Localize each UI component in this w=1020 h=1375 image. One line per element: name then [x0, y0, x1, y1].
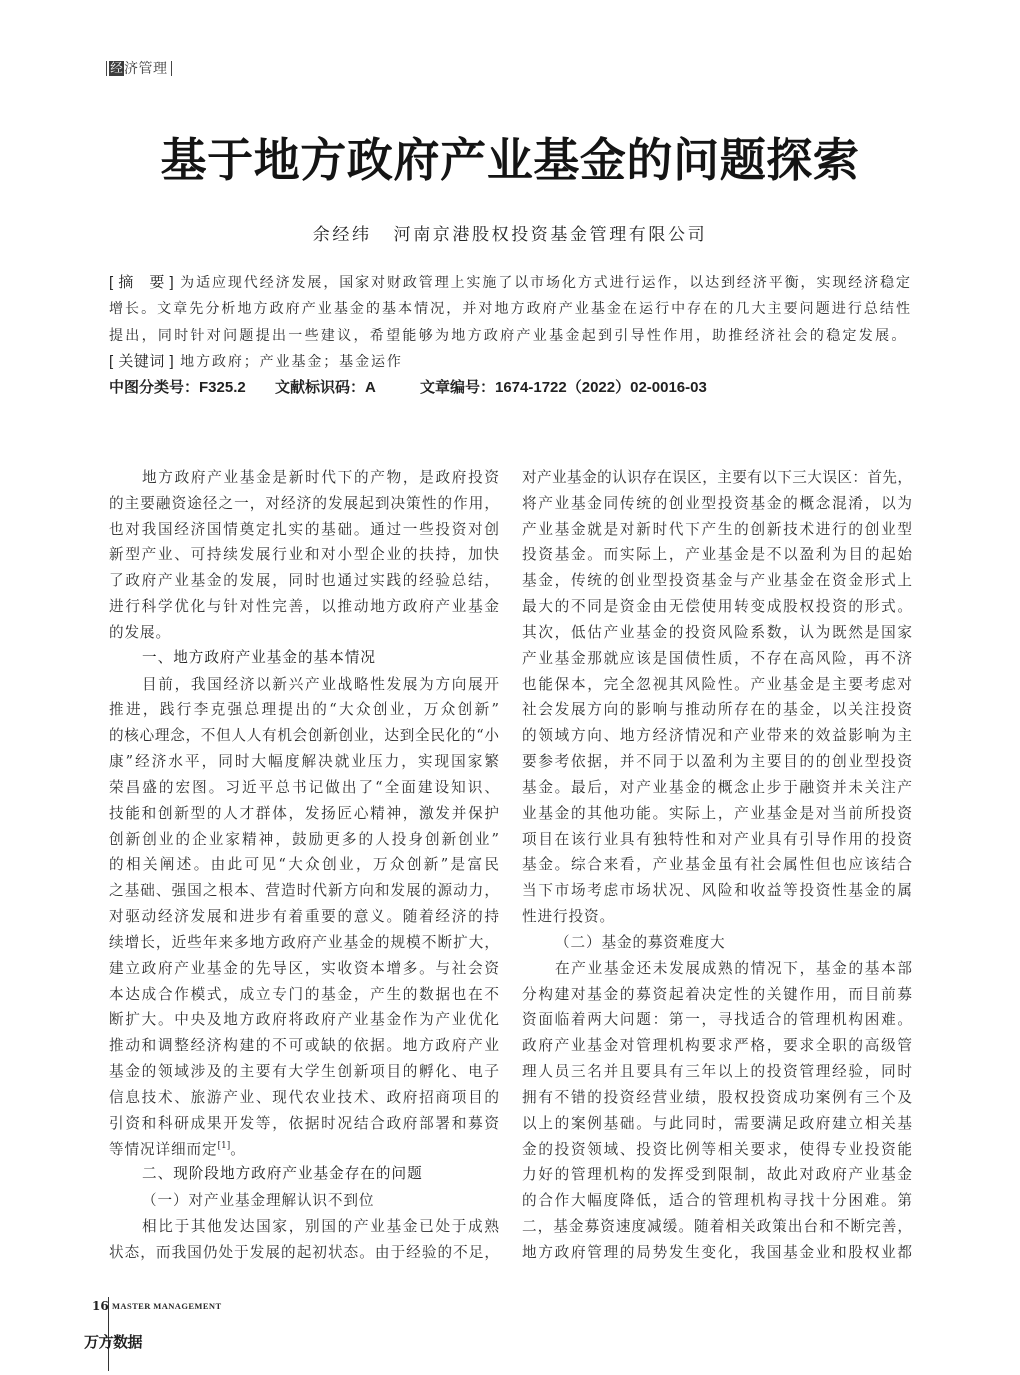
body-line: 对产业基金的认识存在误区，主要有以下三大误区：首先，	[522, 469, 912, 486]
body-line: 康”经济水平，同时大幅度解决就业压力，实现国家繁	[109, 753, 499, 771]
body-line: 当下市场考虑市场状况、风险和收益等投资性基金的属	[522, 882, 912, 900]
body-line: 状态，而我国仍处于发展的起初状态。由于经验的不足，	[109, 1243, 499, 1261]
section-heading: 一、地方政府产业基金的基本情况	[142, 649, 376, 666]
body-line: 荣昌盛的宏图。习近平总书记做出了“全面建设知识、	[109, 778, 499, 796]
body-line: 基金的领域涉及的主要有大学生创新项目的孵化、电子	[109, 1063, 499, 1081]
body-line: 资面临着两大问题：第一，寻找适合的管理机构困难。	[522, 1011, 912, 1029]
body-line: 产业基金那就应该是国债性质，不存在高风险，再不济	[522, 649, 912, 667]
body-line: 对驱动经济发展和进步有着重要的意义。随着经济的持	[109, 908, 499, 926]
subsection-heading: （二）基金的募资难度大	[555, 933, 726, 951]
body-line: 社会发展方向的影响与推动所存在的基金，以关注投资	[522, 701, 912, 719]
body-line: 在产业基金还未发展成熟的情况下，基金的基本部	[555, 959, 912, 977]
body-line: 了政府产业基金的发展，同时也通过实践的经验总结，	[109, 572, 499, 590]
keywords-label: [ 关键词 ]	[109, 352, 175, 370]
body-line: 基金。最后，对产业基金的概念止步于融资并未关注产	[522, 778, 912, 796]
body-line: 之基础、强国之根本、营造时代新方向和发展的源动力，	[109, 882, 499, 900]
body-line-text: 等情况详细而定	[109, 1140, 218, 1158]
body-line: 拥有不错的投资经营业绩，股权投资成功案例有三个及	[522, 1088, 912, 1106]
body-line: 性进行投资。	[522, 908, 615, 926]
section-tag	[106, 59, 172, 77]
article-title: 基于地方政府产业基金的问题探索	[160, 133, 860, 187]
body-line: 相比于其他发达国家，别国的产业基金已处于成熟	[142, 1218, 499, 1236]
body-line: 断扩大。中央及地方政府将政府产业基金作为产业优化	[109, 1011, 499, 1029]
body-line: 项目在该行业具有独特性和对产业具有引导作用的投资	[522, 830, 912, 848]
section-tag-boxed-char: 经	[110, 60, 123, 75]
author-name: 余经纬	[312, 225, 372, 245]
body-line: 二，基金募资速度减缓。随着相关政策出台和不断完善，	[522, 1218, 912, 1236]
author-affiliation: 河南京港股权投资基金管理有限公司	[393, 225, 708, 245]
body-line: 业基金的其他功能。实际上，产业基金是对当前所投资	[522, 804, 912, 822]
body-line: 的相关阐述。由此可见“大众创业，万众创新”是富民	[109, 856, 499, 874]
body-line: 的核心理念，不但人人有机会创新创业，达到全民化的“小	[109, 727, 499, 745]
abstract-text: 为适应现代经济发展，国家对财政管理上实施了以市场化方式进行运作，以达到经济平衡，实现经济稳定	[180, 275, 910, 291]
section-heading: 二、现阶段地方政府产业基金存在的问题	[142, 1166, 423, 1183]
body-line: 也对我国经济国情奠定扎实的基础。通过一些投资对创	[109, 520, 499, 538]
abstract-line	[109, 270, 910, 296]
body-line: 的领域方向、地方经济情况和产业带来的效益影响为主	[522, 727, 912, 745]
body-line: 投资基金。而实际上，产业基金是不以盈利为目的起始	[522, 546, 912, 564]
body-line: 政府产业基金对管理机构要求严格，要求全职的高级管	[522, 1037, 912, 1055]
body-line: 的合作大幅度降低，适合的管理机构寻找十分困难。第	[522, 1192, 912, 1210]
body-line: 本达成合作模式，成立专门的基金，产生的数据也在不	[109, 985, 499, 1003]
section-tag-text: 济管理	[124, 60, 168, 76]
article-number: 文章编号：1674-1722（2022）02-0016-03	[420, 379, 707, 396]
body-line: 也能保本，完全忽视其风险性。产业基金是主要考虑对	[522, 675, 912, 693]
abstract-line: 增长。文章先分析地方政府产业基金的基本情况，并对地方政府产业基金在运行中存在的几大主要问题进行总结性	[109, 301, 910, 318]
classification-line	[109, 375, 910, 401]
body-line: 推动和调整经济构建的不可或缺的依据。地方政府产业	[109, 1037, 499, 1055]
body-line: 续增长，近些年来多地方政府产业基金的规模不断扩大，	[109, 933, 499, 951]
body-line: 以上的案例基础。与此同时，需要满足政府建立相关基	[522, 1114, 912, 1132]
body-line: 的发展。	[109, 623, 171, 641]
body-line: 技能和创新型的人才群体，发扬匠心精神，激发并保护	[109, 804, 499, 822]
reference-marker: [1]	[217, 1140, 231, 1151]
keywords-line	[109, 349, 910, 375]
section-tag-left-bar	[106, 61, 107, 76]
body-line: 分构建对基金的募资起着决定性的关键作用，而目前募	[522, 985, 912, 1003]
body-line: 创新创业的企业家精神，鼓励更多的人投身创新创业”	[109, 830, 499, 848]
body-line: 力好的管理机构的发挥受到限制，故此对政府产业基金	[522, 1166, 912, 1184]
page-number: 16	[92, 1299, 109, 1313]
abstract-line: 提出，同时针对问题提出一些建议，希望能够为地方政府产业基金起到引导性作用，助推经济社会的稳定发展。	[109, 327, 908, 344]
body-line: 基金。综合来看，产业基金虽有社会属性但也应该结合	[522, 856, 912, 874]
body-line: 新型产业、可持续发展行业和对小型企业的扶持，加快	[109, 546, 499, 564]
abstract-block	[109, 270, 910, 401]
section-tag-right-bar	[171, 61, 172, 76]
body-line: 将产业基金同传统的创业型投资基金的概念混淆，以为	[522, 494, 912, 512]
body-line: 的主要融资途径之一，对经济的发展起到决策性的作用，	[109, 494, 499, 512]
body-line: 其次，低估产业基金的投资风险系数，认为既然是国家	[522, 623, 912, 641]
body-line	[109, 1137, 499, 1163]
body-line: 推进，践行李克强总理提出的“大众创业，万众创新”	[109, 701, 499, 719]
body-line: 地方政府产业基金是新时代下的产物，是政府投资	[142, 469, 499, 486]
journal-name: MASTER MANAGEMENT	[112, 1301, 222, 1311]
body-line: 基金，传统的创业型投资基金与产业基金在资金形式上	[522, 572, 912, 590]
body-line: 建立政府产业基金的先导区，实收资本增多。与社会资	[109, 959, 499, 977]
body-line: 引资和科研成果开发等，依据时况结合政府部署和募资	[109, 1114, 499, 1132]
body-line: 地方政府管理的局势发生变化，我国基金业和股权业都	[522, 1243, 912, 1261]
body-line: 信息技术、旅游产业、现代农业技术、政府招商项目的	[109, 1088, 499, 1106]
body-line: 进行科学优化与针对性完善，以推动地方政府产业基金	[109, 598, 499, 616]
author-line	[0, 224, 1020, 246]
body-line-tail: 。	[230, 1140, 246, 1158]
body-column-right	[522, 465, 912, 1266]
watermark-logo: 万方数据	[84, 1334, 143, 1351]
body-line: 要参考依据，并不同于以盈利为主要目的的创业型投资	[522, 753, 912, 771]
body-line: 金的投资领域、投资比例等相关要求，使得专业投资能	[522, 1140, 912, 1158]
body-line: 产业基金就是对新时代下产生的创新技术进行的创业型	[522, 520, 912, 538]
subsection-heading: （一）对产业基金理解认识不到位	[142, 1192, 375, 1210]
body-line: 目前，我国经济以新兴产业战略性发展为方向展开	[142, 675, 499, 693]
keywords-text: 地方政府；产业基金；基金运作	[180, 353, 403, 370]
abstract-label: [ 摘 要 ]	[109, 274, 175, 291]
body-line: 最大的不同是资金由无偿使用转变成股权投资的形式。	[522, 598, 912, 616]
clc-number: 中图分类号：F325.2	[109, 379, 246, 396]
body-column-left	[109, 465, 499, 1266]
document-code: 文献标识码：A	[275, 379, 376, 396]
body-line: 理人员三名并且要具有三年以上的投资管理经验，同时	[522, 1063, 912, 1081]
